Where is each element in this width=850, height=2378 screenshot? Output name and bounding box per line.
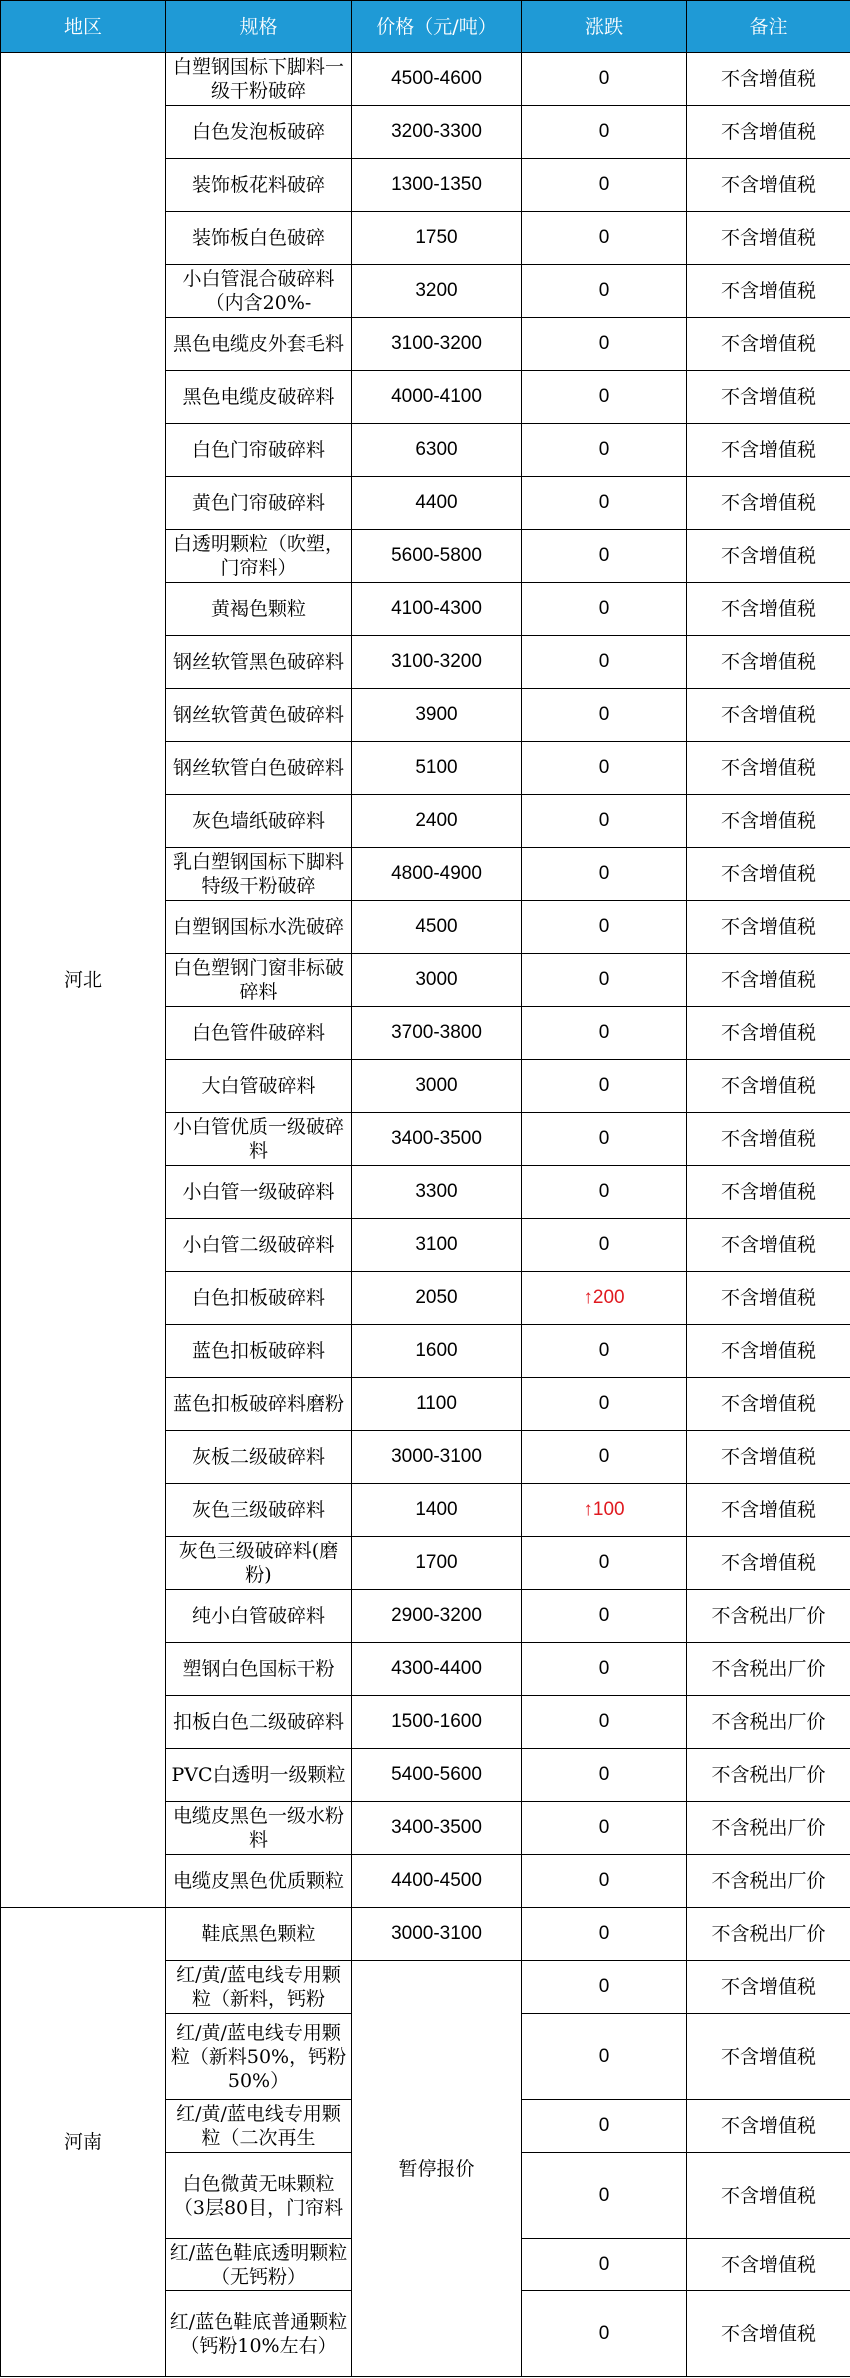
region-cell: 河北 — [1, 53, 166, 1908]
change-cell: ↑200 — [522, 1272, 687, 1325]
spec-cell: 小白管混合破碎料（内含20%- — [166, 265, 352, 318]
price-cell: 1300-1350 — [352, 159, 522, 212]
spec-cell: 灰板二级破碎料 — [166, 1431, 352, 1484]
header-spec: 规格 — [166, 1, 352, 53]
spec-cell: 黑色电缆皮外套毛料 — [166, 318, 352, 371]
spec-cell: 小白管一级破碎料 — [166, 1166, 352, 1219]
note-cell: 不含增值税 — [687, 848, 850, 901]
change-cell: 0 — [522, 371, 687, 424]
region-cell: 河南 — [1, 1908, 166, 2377]
price-cell: 2050 — [352, 1272, 522, 1325]
price-cell: 3700-3800 — [352, 1007, 522, 1060]
header-region: 地区 — [1, 1, 166, 53]
change-cell: 0 — [522, 1696, 687, 1749]
spec-cell: 灰色三级破碎料(磨粉) — [166, 1537, 352, 1590]
spec-cell: 小白管优质一级破碎料 — [166, 1113, 352, 1166]
change-cell: 0 — [522, 1802, 687, 1855]
note-cell: 不含增值税 — [687, 795, 850, 848]
price-cell: 3300 — [352, 1166, 522, 1219]
change-cell: 0 — [522, 265, 687, 318]
header-row — [1, 1, 850, 53]
price-cell: 6300 — [352, 424, 522, 477]
note-cell: 不含增值税 — [687, 636, 850, 689]
change-cell: 0 — [522, 1060, 687, 1113]
change-cell: 0 — [522, 689, 687, 742]
spec-cell: 黄褐色颗粒 — [166, 583, 352, 636]
spec-cell: 大白管破碎料 — [166, 1060, 352, 1113]
change-cell: 0 — [522, 848, 687, 901]
spec-cell: 电缆皮黑色优质颗粒 — [166, 1855, 352, 1908]
note-cell: 不含增值税 — [687, 1272, 850, 1325]
note-cell: 不含增值税 — [687, 901, 850, 954]
note-cell: 不含增值税 — [687, 265, 850, 318]
change-cell: 0 — [522, 1007, 687, 1060]
change-cell: 0 — [522, 795, 687, 848]
note-cell: 不含增值税 — [687, 106, 850, 159]
price-cell: 5100 — [352, 742, 522, 795]
note-cell: 不含税出厂价 — [687, 1855, 850, 1908]
table-row — [1, 1908, 850, 1961]
note-cell: 不含增值税 — [687, 2014, 850, 2100]
price-cell: 1700 — [352, 1537, 522, 1590]
change-cell: 0 — [522, 53, 687, 106]
change-cell: 0 — [522, 1219, 687, 1272]
change-cell: 0 — [522, 106, 687, 159]
change-cell: 0 — [522, 636, 687, 689]
note-cell: 不含增值税 — [687, 53, 850, 106]
spec-cell: 纯小白管破碎料 — [166, 1590, 352, 1643]
note-cell: 不含增值税 — [687, 2239, 850, 2291]
spec-cell: 白塑钢国标下脚料一级干粉破碎 — [166, 53, 352, 106]
spec-cell: 电缆皮黑色一级水粉料 — [166, 1802, 352, 1855]
note-cell: 不含增值税 — [687, 2153, 850, 2239]
note-cell: 不含增值税 — [687, 689, 850, 742]
price-cell: 3100-3200 — [352, 318, 522, 371]
note-cell: 不含增值税 — [687, 1060, 850, 1113]
spec-cell: 黑色电缆皮破碎料 — [166, 371, 352, 424]
price-cell: 1750 — [352, 212, 522, 265]
change-cell: 0 — [522, 530, 687, 583]
price-cell: 2900-3200 — [352, 1590, 522, 1643]
change-cell: 0 — [522, 1908, 687, 1961]
note-cell: 不含增值税 — [687, 954, 850, 1007]
change-cell: 0 — [522, 2239, 687, 2291]
price-cell: 5600-5800 — [352, 530, 522, 583]
note-cell: 不含增值税 — [687, 1166, 850, 1219]
price-cell: 2400 — [352, 795, 522, 848]
change-cell: 0 — [522, 1749, 687, 1802]
note-cell: 不含增值税 — [687, 1431, 850, 1484]
spec-cell: 装饰板花料破碎 — [166, 159, 352, 212]
note-cell: 不含增值税 — [687, 318, 850, 371]
change-cell: 0 — [522, 1113, 687, 1166]
price-cell: 3900 — [352, 689, 522, 742]
spec-cell: 白色塑钢门窗非标破碎料 — [166, 954, 352, 1007]
change-cell: ↑100 — [522, 1484, 687, 1537]
spec-cell: 乳白塑钢国标下脚料特级干粉破碎 — [166, 848, 352, 901]
price-cell: 3000 — [352, 954, 522, 1007]
note-cell: 不含增值税 — [687, 477, 850, 530]
note-cell: 不含税出厂价 — [687, 1802, 850, 1855]
change-cell: 0 — [522, 954, 687, 1007]
price-cell: 4500 — [352, 901, 522, 954]
price-cell: 3000 — [352, 1060, 522, 1113]
spec-cell: 白透明颗粒（吹塑，门帘料） — [166, 530, 352, 583]
price-cell: 1600 — [352, 1325, 522, 1378]
note-cell: 不含增值税 — [687, 2100, 850, 2153]
header-change: 涨跌 — [522, 1, 687, 53]
suspended-price-cell: 暂停报价 — [352, 1961, 522, 2377]
change-cell: 0 — [522, 2014, 687, 2100]
header-note: 备注 — [687, 1, 850, 53]
change-cell: 0 — [522, 2291, 687, 2377]
note-cell: 不含增值税 — [687, 1378, 850, 1431]
price-cell: 4800-4900 — [352, 848, 522, 901]
price-cell: 1500-1600 — [352, 1696, 522, 1749]
spec-cell: 塑钢白色国标干粉 — [166, 1643, 352, 1696]
change-cell: 0 — [522, 2153, 687, 2239]
spec-cell: 白色扣板破碎料 — [166, 1272, 352, 1325]
note-cell: 不含税出厂价 — [687, 1643, 850, 1696]
price-cell: 4400-4500 — [352, 1855, 522, 1908]
price-cell: 3100-3200 — [352, 636, 522, 689]
note-cell: 不含税出厂价 — [687, 1749, 850, 1802]
price-cell: 3000-3100 — [352, 1431, 522, 1484]
spec-cell: 蓝色扣板破碎料 — [166, 1325, 352, 1378]
spec-cell: 白塑钢国标水洗破碎 — [166, 901, 352, 954]
change-cell: 0 — [522, 212, 687, 265]
table-row — [1, 53, 850, 106]
price-cell: 3200-3300 — [352, 106, 522, 159]
spec-cell: 灰色三级破碎料 — [166, 1484, 352, 1537]
price-cell: 4000-4100 — [352, 371, 522, 424]
spec-cell: 红/蓝色鞋底透明颗粒（无钙粉） — [166, 2239, 352, 2291]
price-cell: 4400 — [352, 477, 522, 530]
change-cell: 0 — [522, 1431, 687, 1484]
change-cell: 0 — [522, 1961, 687, 2014]
price-cell: 3000-3100 — [352, 1908, 522, 1961]
note-cell: 不含增值税 — [687, 742, 850, 795]
note-cell: 不含税出厂价 — [687, 1908, 850, 1961]
note-cell: 不含增值税 — [687, 2291, 850, 2377]
price-cell: 1400 — [352, 1484, 522, 1537]
price-cell: 3200 — [352, 265, 522, 318]
change-cell: 0 — [522, 424, 687, 477]
spec-cell: 钢丝软管黄色破碎料 — [166, 689, 352, 742]
price-cell: 4100-4300 — [352, 583, 522, 636]
spec-cell: 灰色墙纸破碎料 — [166, 795, 352, 848]
note-cell: 不含税出厂价 — [687, 1696, 850, 1749]
price-cell: 4300-4400 — [352, 1643, 522, 1696]
note-cell: 不含增值税 — [687, 1325, 850, 1378]
note-cell: 不含增值税 — [687, 530, 850, 583]
note-cell: 不含增值税 — [687, 212, 850, 265]
note-cell: 不含增值税 — [687, 424, 850, 477]
change-cell: 0 — [522, 1378, 687, 1431]
change-cell: 0 — [522, 159, 687, 212]
price-cell: 3400-3500 — [352, 1802, 522, 1855]
spec-cell: 白色管件破碎料 — [166, 1007, 352, 1060]
spec-cell: 白色发泡板破碎 — [166, 106, 352, 159]
note-cell: 不含税出厂价 — [687, 1590, 850, 1643]
note-cell: 不含增值税 — [687, 1007, 850, 1060]
spec-cell: 红/黄/蓝电线专用颗粒（新料50%，钙粉50%） — [166, 2014, 352, 2100]
price-cell: 1100 — [352, 1378, 522, 1431]
note-cell: 不含增值税 — [687, 583, 850, 636]
spec-cell: PVC白透明一级颗粒 — [166, 1749, 352, 1802]
spec-cell: 白色门帘破碎料 — [166, 424, 352, 477]
note-cell: 不含增值税 — [687, 371, 850, 424]
change-cell: 0 — [522, 1537, 687, 1590]
price-cell: 3100 — [352, 1219, 522, 1272]
spec-cell: 钢丝软管白色破碎料 — [166, 742, 352, 795]
spec-cell: 钢丝软管黑色破碎料 — [166, 636, 352, 689]
header-price: 价格（元/吨） — [352, 1, 522, 53]
note-cell: 不含增值税 — [687, 1537, 850, 1590]
spec-cell: 装饰板白色破碎 — [166, 212, 352, 265]
spec-cell: 小白管二级破碎料 — [166, 1219, 352, 1272]
spec-cell: 白色微黄无味颗粒（3层80目，门帘料 — [166, 2153, 352, 2239]
spec-cell: 红/黄/蓝电线专用颗粒（新料，钙粉 — [166, 1961, 352, 2014]
change-cell: 0 — [522, 2100, 687, 2153]
note-cell: 不含增值税 — [687, 1961, 850, 2014]
change-cell: 0 — [522, 1855, 687, 1908]
note-cell: 不含增值税 — [687, 1113, 850, 1166]
note-cell: 不含增值税 — [687, 1484, 850, 1537]
change-cell: 0 — [522, 1590, 687, 1643]
spec-cell: 蓝色扣板破碎料磨粉 — [166, 1378, 352, 1431]
spec-cell: 红/黄/蓝电线专用颗粒（二次再生 — [166, 2100, 352, 2153]
price-cell: 5400-5600 — [352, 1749, 522, 1802]
spec-cell: 红/蓝色鞋底普通颗粒（钙粉10%左右） — [166, 2291, 352, 2377]
spec-cell: 黄色门帘破碎料 — [166, 477, 352, 530]
note-cell: 不含增值税 — [687, 1219, 850, 1272]
spec-cell: 鞋底黑色颗粒 — [166, 1908, 352, 1961]
change-cell: 0 — [522, 1643, 687, 1696]
change-cell: 0 — [522, 583, 687, 636]
price-cell: 4500-4600 — [352, 53, 522, 106]
spec-cell: 扣板白色二级破碎料 — [166, 1696, 352, 1749]
change-cell: 0 — [522, 477, 687, 530]
change-cell: 0 — [522, 901, 687, 954]
change-cell: 0 — [522, 1325, 687, 1378]
change-cell: 0 — [522, 318, 687, 371]
note-cell: 不含增值税 — [687, 159, 850, 212]
price-cell: 3400-3500 — [352, 1113, 522, 1166]
change-cell: 0 — [522, 1166, 687, 1219]
change-cell: 0 — [522, 742, 687, 795]
